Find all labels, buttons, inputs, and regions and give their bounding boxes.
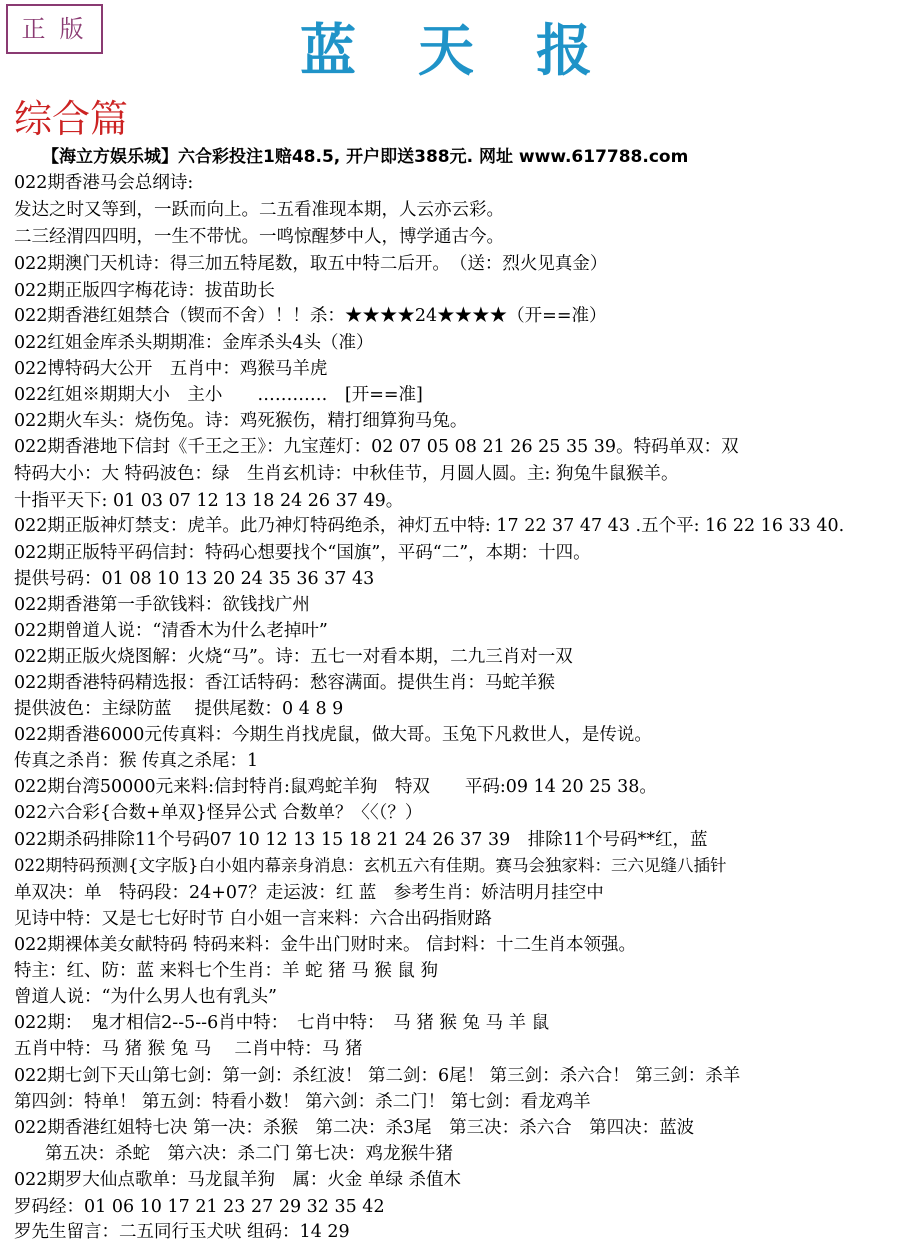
text-line: 第五决：杀蛇 第六决：杀二门 第七决：鸡龙猴牛猪	[45, 1144, 454, 1164]
text-line: 二三经渭四四明，一生不带忧。一鸣惊醒梦中人，博学通古今。	[14, 227, 504, 247]
text-line: 022期正版特平码信封：特码心想要找个“国旗”，平码“二”，本期：十四。	[14, 543, 591, 563]
text-line: 022期香港6000元传真料：今期生肖找虎鼠，做大哥。玉兔下凡救世人，是传说。	[14, 725, 652, 745]
text-line: 022期正版神灯禁支：虎羊。此乃神灯特码绝杀，神灯五中特: 17 22 37 47 43 .五个平: 16 22 16 33 40.	[14, 516, 845, 536]
text-line: 022期： 鬼才相信2--5--6肖中特： 七肖中特： 马 猪 猴 兔 马 羊 鼠	[14, 1013, 550, 1033]
text-line: 022期曾道人说：“清香木为什么老掉叶”	[14, 621, 328, 641]
text-line: 022期澳门天机诗：得三加五特尾数，取五中特二后开。 （送：烈火见真金）	[14, 254, 608, 274]
text-line: 罗先生留言：二五同行玉犬吠 组码：14 29	[14, 1222, 350, 1242]
text-line: 022期正版火烧图解：火烧“马”。诗：五七一对看本期，二九三肖对一双	[14, 647, 573, 667]
text-line: 022期香港红姐特七决 第一决：杀猴 第二决：杀3尾 第三决：杀六合 第四决：蓝波	[14, 1118, 695, 1138]
page-title: 蓝天报	[300, 18, 654, 84]
text-line: 022期台湾50000元来料:信封特肖:鼠鸡蛇羊狗 特双 平码:09 14 20 25 38。	[14, 777, 657, 797]
text-line: 022六合彩{合数+单双}怪异公式 合数单？〈〈（？）	[14, 803, 423, 823]
text-line: 五肖中特：马 猪 猴 兔 马 二肖中特：马 猪	[14, 1039, 363, 1059]
text-line: 罗码经：01 06 10 17 21 23 27 29 32 35 42	[14, 1197, 385, 1217]
text-line: 单双决：单 特码段：24+07？走运波：红 蓝 参考生肖：娇洁明月挂空中	[14, 883, 604, 903]
text-line: 022期特码预测{文字版}白小姐内幕亲身消息：玄机五六有佳期。赛马会独家料：三六见缝八插针	[14, 856, 727, 875]
text-line: 发达之时又等到，一跃而向上。二五看准现本期，人云亦云彩。	[14, 200, 504, 220]
text-line: 022期七剑下天山第七剑：第一剑：杀红波！ 第二剑：6尾！ 第三剑：杀六合！ 第三剑：杀羊	[14, 1066, 741, 1086]
text-line: 提供号码：01 08 10 13 20 24 35 36 37 43	[14, 569, 375, 589]
text-line: 特码大小：大 特码波色：绿 生肖玄机诗：中秋佳节，月圆人圆。主: 狗兔牛鼠猴羊。	[14, 464, 679, 484]
text-line: 022红姐※期期大小 主小 ………… [开==准]	[14, 385, 423, 405]
advertisement-line: 【海立方娱乐城】六合彩投注1赔48.5, 开户即送388元. 网址 www.617788.com	[42, 147, 689, 167]
text-line: 022期罗大仙点歌单：马龙鼠羊狗 属：火金 单绿 杀值木	[14, 1170, 462, 1190]
text-line: 十指平天下: 01 03 07 12 13 18 24 26 37 49。	[14, 491, 404, 511]
text-line: 曾道人说：“为什么男人也有乳头”	[14, 987, 277, 1007]
text-line: 022期香港第一手欲钱料：欲钱找广州	[14, 595, 310, 615]
text-line: 022红姐金库杀头期期准：金库杀头4头（准）	[14, 333, 374, 353]
text-line: 022期裸体美女献特码 特码来料：金牛出门财时来。 信封料：十二生肖本领强。	[14, 935, 637, 955]
text-line: 022期杀码排除11个号码07 10 12 13 15 18 21 24 26 37 39 排除11个号码**红，蓝	[14, 830, 708, 850]
text-line: 见诗中特：又是七七好时节 白小姐一言来料：六合出码指财路	[14, 909, 493, 929]
genuine-edition-stamp: 正版	[6, 4, 103, 54]
text-line: 022期香港马会总纲诗:	[14, 173, 194, 193]
text-line: 第四剑：特单！ 第五剑：特看小数！ 第六剑：杀二门！ 第七剑：看龙鸡羊	[14, 1092, 591, 1112]
text-line: 022期正版四字梅花诗：拔苗助长	[14, 281, 275, 301]
text-line: 传真之杀肖：猴 传真之杀尾：1	[14, 751, 259, 771]
text-line: 022期香港特码精选报：香江话特码：愁容满面。提供生肖：马蛇羊猴	[14, 673, 555, 693]
text-line: 022博特码大公开 五肖中：鸡猴马羊虎	[14, 359, 328, 379]
text-line: 特主：红、防：蓝 来料七个生肖：羊 蛇 猪 马 猴 鼠 狗	[14, 961, 438, 981]
text-line: 022期香港红姐禁合（锲而不舍）！！杀：★★★★24★★★★（开==准）	[14, 306, 607, 326]
text-line: 提供波色：主绿防蓝 提供尾数：0 4 8 9	[14, 699, 344, 719]
text-line: 022期香港地下信封《千王之王》：九宝莲灯：02 07 05 08 21 26 25 35 39。特码单双：双	[14, 437, 739, 457]
text-line: 022期火车头：烧伤兔。诗：鸡死猴伤，精打细算狗马兔。	[14, 411, 468, 431]
section-heading: 综合篇	[14, 97, 129, 141]
